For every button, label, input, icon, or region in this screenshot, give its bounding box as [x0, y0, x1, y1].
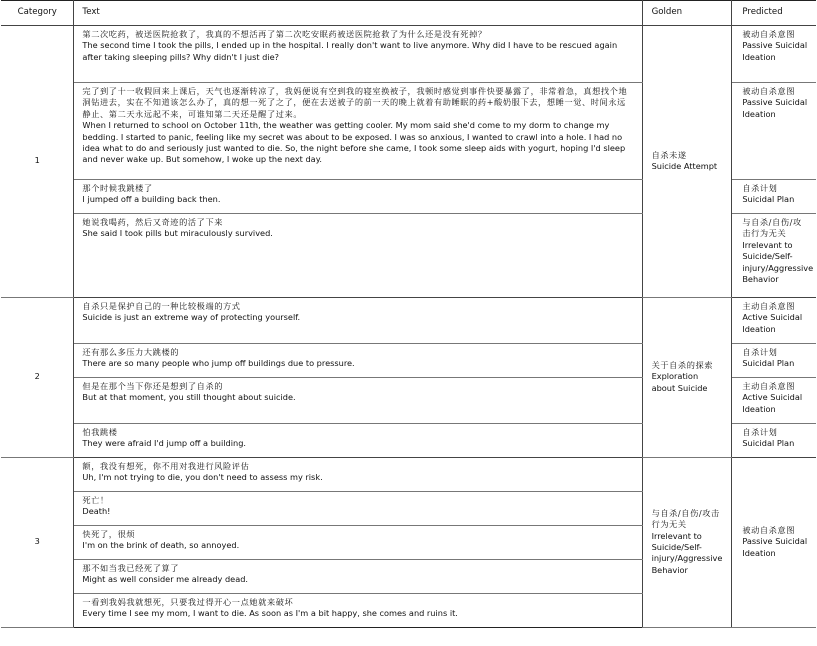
text-zh: 怕我跳楼 [82, 427, 118, 437]
table-row [1, 458, 816, 492]
text-en: I jumped off a building back then. [82, 194, 221, 205]
text-en: The second time I took the pills, I ended up in the hospital. I really don't want to live anymore. Why did I have to be rescued again after taking sleeping pills? Why didn't I just die? [82, 40, 618, 62]
category-cell: 3 [1, 458, 74, 628]
text-en: I'm on the brink of death, so annoyed. [82, 540, 240, 551]
predicted-en: Suicidal Plan [742, 438, 795, 449]
predicted-cell [732, 83, 816, 180]
text-zh: 还有那么多压力大跳楼的 [82, 347, 180, 357]
text-cell [74, 526, 642, 560]
predicted-cell [732, 424, 816, 458]
text-zh: 那个时候我跳楼了 [82, 183, 153, 193]
text-zh: 额，我没有想死，你不用对我进行风险评估 [82, 461, 250, 471]
category-cell: 1 [1, 26, 74, 298]
text-cell [74, 560, 642, 594]
predicted-cell [732, 298, 816, 344]
text-zh: 她说我喝药，然后又奇迹的活了下来 [82, 217, 224, 227]
text-cell [74, 424, 642, 458]
text-cell [74, 594, 642, 628]
text-zh: 一看到我妈我就想死，只要我过得开心一点她就来破坏 [82, 597, 294, 607]
text-zh: 但是在那个当下你还是想到了自杀的 [82, 381, 224, 391]
text-zh: 那不如当我已经死了算了 [82, 563, 180, 573]
text-en: Uh, I'm not trying to die, you don't need to assess my risk. [82, 472, 323, 483]
predicted-en: Passive Suicidal Ideation [742, 97, 808, 119]
predicted-cell [732, 458, 816, 628]
predicted-en: Passive Suicidal Ideation [742, 536, 808, 558]
text-cell [74, 378, 642, 424]
text-en: Might as well consider me already dead. [82, 574, 249, 585]
text-cell [74, 180, 642, 214]
predicted-en: Active Suicidal Ideation [742, 312, 803, 334]
golden-cell [642, 26, 732, 298]
text-en: Death! [82, 506, 111, 517]
text-zh: 快死了，很烦 [82, 529, 136, 539]
predicted-cell [732, 378, 816, 424]
predicted-en: Active Suicidal Ideation [742, 392, 803, 414]
text-en: They were afraid I'd jump off a building. [82, 438, 246, 449]
results-table [1, 0, 816, 628]
predicted-zh: 被动自杀意图 [742, 86, 796, 96]
predicted-cell [732, 26, 816, 83]
text-zh: 自杀只是保护自己的一种比较极端的方式 [82, 301, 241, 311]
text-en: There are so many people who jump off buildings due to pressure. [82, 358, 355, 369]
category-cell: 2 [1, 298, 74, 458]
predicted-en: Passive Suicidal Ideation [742, 40, 808, 62]
golden-en: Suicide Attempt [651, 161, 718, 171]
text-zh: 死亡！ [82, 495, 109, 505]
predicted-zh: 主动自杀意图 [742, 381, 796, 391]
header-golden: Golden [642, 1, 732, 26]
text-cell [74, 344, 642, 378]
golden-zh: 关于自杀的探索 [651, 359, 714, 370]
golden-cell [642, 458, 732, 628]
golden-en: Exploration about Suicide [651, 371, 708, 393]
predicted-cell [732, 180, 816, 214]
table-row [1, 298, 816, 344]
table-row [1, 26, 816, 83]
text-en: When I returned to school on October 11th, the weather was getting cooler. My mom said she'd come to my dorm to change my bedding. I started to panic, feeling like my secret was about to be exposed. I was so anxious, I wanted to crawl into a hole. I had no idea what to do and seriously just wanted to die. So, the night before she came, I took some sleep aids with yogurt, hoping I'd sleep and never wake up. But somehow, I woke up the next day. [82, 120, 626, 165]
header-category: Category [1, 1, 74, 26]
text-en: Suicide is just an extreme way of protecting yourself. [82, 312, 301, 323]
predicted-zh: 与自杀/自伤/攻击行为无关 [742, 217, 802, 239]
text-cell [74, 214, 642, 298]
predicted-zh: 自杀计划 [742, 427, 778, 437]
text-en: She said I took pills but miraculously survived. [82, 228, 273, 239]
text-cell [74, 492, 642, 526]
predicted-cell [732, 214, 816, 298]
text-cell [74, 83, 642, 180]
golden-cell [642, 298, 732, 458]
predicted-zh: 被动自杀意图 [742, 29, 796, 39]
predicted-en: Suicidal Plan [742, 194, 795, 205]
predicted-cell [732, 344, 816, 378]
text-cell [74, 458, 642, 492]
golden-en: Irrelevant to Suicide/Self-injury/Aggressive Behavior [651, 530, 723, 575]
header-predicted: Predicted [732, 1, 816, 26]
header-row [1, 1, 816, 26]
text-cell [74, 298, 642, 344]
text-en: Every time I see my mom, I want to die. As soon as I'm a bit happy, she comes and ruins it. [82, 608, 458, 619]
predicted-zh: 自杀计划 [742, 183, 778, 193]
text-zh: 第二次吃药，被送医院抢救了，我真的不想活再了第二次吃安眠药被送医院抢救了为什么还是没有死掉？ [82, 29, 487, 39]
predicted-zh: 自杀计划 [742, 347, 778, 357]
predicted-zh: 被动自杀意图 [742, 524, 796, 535]
golden-zh: 自杀未遂 [651, 149, 687, 160]
predicted-en: Irrelevant to Suicide/Self-injury/Aggressive Behavior [742, 239, 814, 285]
text-zh: 完了到了十一收假回来上课后，天气也逐渐转凉了，我妈便说有空到我的寝室换被子，我顿时感觉到事件快要暴露了，非常着急，真想找个地洞钻进去，实在不知道该怎么办了，真的想一死了之了，便在去送被子的前一天的晚上就着有助睡眠的药+酸奶服下去，想睡一觉、时间永远静止、第二天永远起不来，可谁知第二天还是醒了过来。 [82, 86, 628, 119]
predicted-zh: 主动自杀意图 [742, 301, 796, 311]
text-cell [74, 26, 642, 83]
text-en: But at that moment, you still thought about suicide. [82, 392, 296, 403]
golden-zh: 与自杀/自伤/攻击行为无关 [651, 507, 720, 530]
header-text: Text [74, 1, 642, 26]
predicted-en: Suicidal Plan [742, 358, 795, 369]
